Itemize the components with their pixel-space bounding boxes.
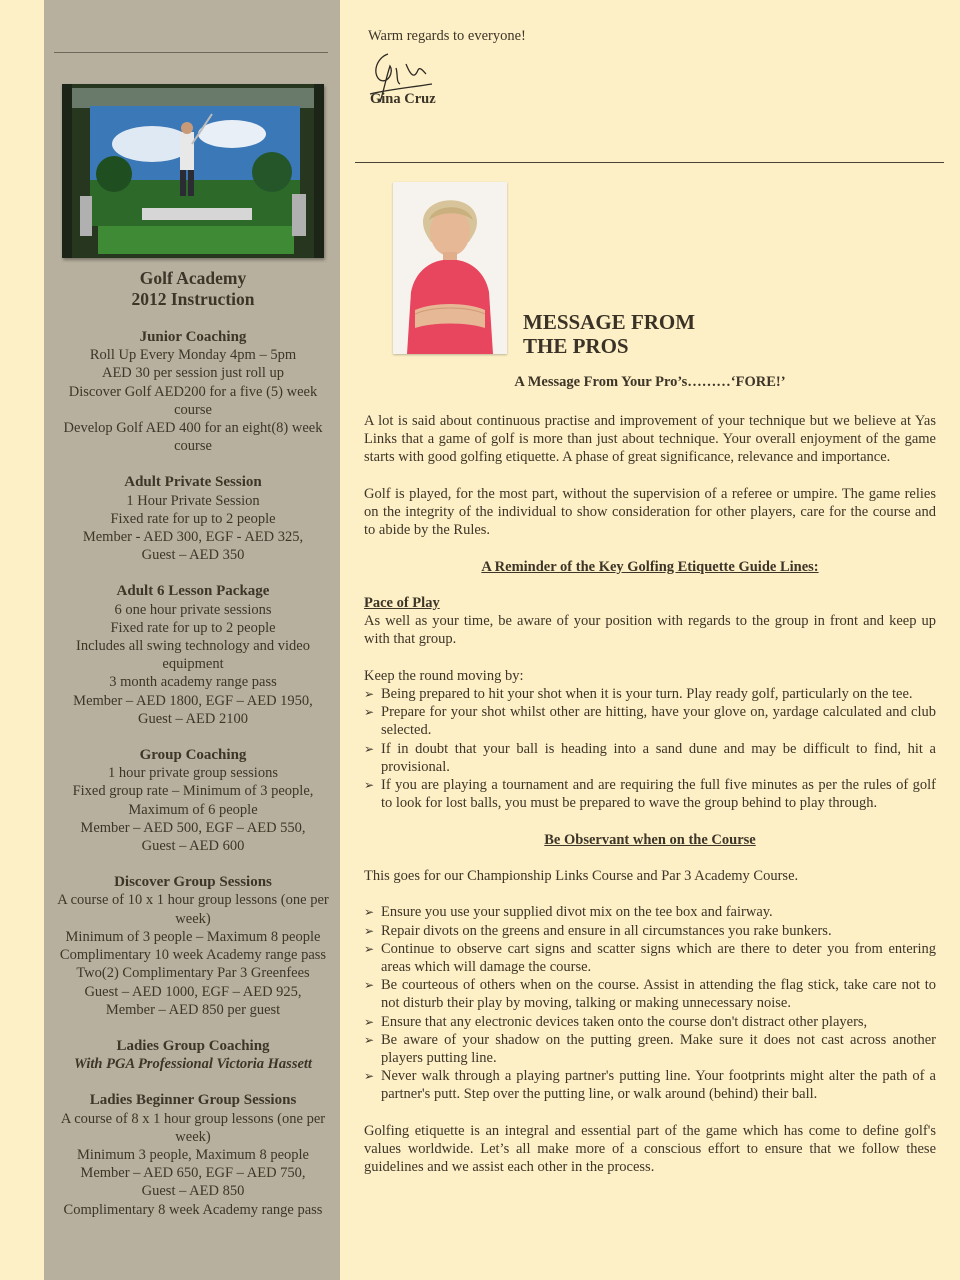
pace-of-play-heading: Pace of Play — [364, 594, 440, 611]
block-line: Member – AED 850 per guest — [105, 1001, 281, 1018]
list-item: ➢ Ensure you use your supplied divot mix on the tee box and fairway. — [364, 903, 936, 921]
message-subtitle: A Message From Your Pro’s………‘FORE!’ — [514, 374, 786, 390]
adult-private-block — [52, 473, 334, 564]
message-body — [364, 412, 936, 1176]
sidebar-title-line2: 2012 Instruction — [131, 289, 255, 309]
block-line: Member – AED 1800, EGF – AED 1950, — [73, 692, 313, 709]
block-heading: Ladies Group Coaching — [116, 1037, 270, 1054]
block-line: Fixed rate for up to 2 people — [110, 510, 276, 527]
block-line: Fixed rate for up to 2 people — [110, 619, 276, 636]
block-line: Includes all swing technology and video equipment — [76, 638, 310, 673]
block-heading: Group Coaching — [139, 747, 247, 764]
block-line: Minimum 3 people, Maximum 8 people — [77, 1146, 309, 1163]
block-line: Complimentary 10 week Academy range pass — [59, 947, 327, 964]
block-subheading: With PGA Professional Victoria Hassett — [74, 1056, 312, 1073]
group-coaching-block — [52, 746, 334, 855]
list-item: ➢ Be courteous of others when on the course. Assist in attending the flag stick, take care not to not disturb their play by moving, talking or making unnecessary noise. — [364, 976, 936, 1012]
message-title-line2: THE PROS — [523, 334, 629, 358]
block-heading: Discover Group Sessions — [114, 874, 272, 891]
message-title-line1: MESSAGE FROM — [523, 310, 696, 334]
junior-coaching-block — [52, 328, 334, 455]
academy-pricing — [52, 268, 334, 1219]
academy-sidebar — [44, 0, 340, 1280]
block-line: A course of 8 x 1 hour group lessons (one per week) — [60, 1110, 326, 1145]
block-line: Roll Up Every Monday 4pm – 5pm — [89, 347, 297, 364]
list-item: ➢ Ensure that any electronic devices taken onto the course don't distract other players, — [364, 1013, 936, 1031]
block-line: 3 month academy range pass — [109, 674, 277, 691]
observant-heading: Be Observant when on the Course — [544, 831, 756, 848]
list-item: ➢ If in doubt that your ball is heading into a sand dune and may be difficult to find, hit a provisional. — [364, 740, 936, 776]
pace-bullet-list — [364, 685, 936, 812]
block-line: Develop Golf AED 400 for an eight(8) week course — [63, 420, 323, 455]
block-heading: Adult 6 Lesson Package — [116, 583, 270, 600]
golf-pro-portrait — [393, 182, 507, 354]
closing-paragraph: Golfing etiquette is an integral and essential part of the game which has come to define golf's values worldwide. Let’s all make more of a conscious effort to ensure that we follow these guidelines and we assist each other in the process. — [364, 1122, 936, 1176]
block-line: Guest – AED 600 — [141, 838, 245, 855]
block-line: 1 hour private group sessions — [108, 765, 278, 782]
block-line: Member - AED 300, EGF - AED 325, — [82, 529, 304, 546]
block-line: 1 Hour Private Session — [126, 492, 260, 509]
reminder-heading: A Reminder of the Key Golfing Etiquette Guide Lines: — [481, 558, 819, 575]
block-line: Member – AED 500, EGF – AED 550, — [80, 819, 306, 836]
block-line: Guest – AED 1000, EGF – AED 925, — [84, 983, 302, 1000]
sidebar-title — [52, 268, 334, 310]
keep-moving-intro: Keep the round moving by: — [364, 667, 524, 684]
block-heading: Ladies Beginner Group Sessions — [89, 1092, 297, 1109]
block-line: Complimentary 8 week Academy range pass — [63, 1201, 323, 1218]
list-item: ➢ Be aware of your shadow on the putting green. Make sure it does not cast across another players putting line. — [364, 1031, 936, 1067]
list-item: ➢ If you are playing a tournament and are requiring the full five minutes as per the rules of golf to look for lost balls, you must be prepared to wave the group behind to play through. — [364, 776, 936, 812]
discover-group-block — [52, 873, 334, 1019]
intro-paragraph-2: Golf is played, for the most part, without the supervision of a referee or umpire. The game relies on the integrity of the individual to show consideration for other players, care for the course and to abide by the Rules. — [364, 485, 936, 539]
observant-bullet-list — [364, 903, 936, 1103]
adult-package-block — [52, 582, 334, 728]
signer-name: Gina Cruz — [370, 91, 436, 107]
list-item: ➢ Prepare for your shot whilst other are hitting, have your glove on, yardage calculated and club selected. — [364, 703, 936, 739]
list-item: ➢ Never walk through a playing partner's putting line. Your footprints might alter the path of a partner's putt. Step over the putting line, or walk around (behind) their ball. — [364, 1067, 936, 1103]
block-line: 6 one hour private sessions — [114, 601, 272, 618]
block-line: Guest – AED 2100 — [138, 710, 248, 727]
list-item: ➢ Being prepared to hit your shot when it is your turn. Play ready golf, particularly on the tee. — [364, 685, 936, 703]
ladies-group-block — [52, 1037, 334, 1073]
observant-text: This goes for our Championship Links Course and Par 3 Academy Course. — [364, 867, 799, 884]
block-line: Fixed group rate – Minimum of 3 people, Maximum of 6 people — [72, 783, 314, 818]
list-item: ➢ Repair divots on the greens and ensure in all circumstances you rake bunkers. — [364, 922, 936, 940]
list-item: ➢ Continue to observe cart signs and scatter signs which are there to deter you from entering areas which will damage the course. — [364, 940, 936, 976]
section-divider — [355, 162, 944, 163]
message-title — [523, 310, 695, 358]
block-line: Guest – AED 850 — [141, 1183, 245, 1200]
block-line: Discover Golf AED200 for a five (5) week course — [68, 383, 318, 418]
block-line: Two(2) Complimentary Par 3 Greenfees — [76, 965, 310, 982]
closing-regards: Warm regards to everyone! — [368, 28, 526, 44]
pace-of-play-text: As well as your time, be aware of your position with regards to the group in front and keep up with that group. — [364, 613, 936, 648]
block-line: Member – AED 650, EGF – AED 750, — [80, 1165, 306, 1182]
block-line: A course of 10 x 1 hour group lessons (one per week) — [57, 892, 329, 927]
block-line: AED 30 per session just roll up — [101, 365, 285, 382]
ladies-beginner-block — [52, 1091, 334, 1218]
sidebar-title-line1: Golf Academy — [139, 268, 247, 288]
block-line: Minimum of 3 people – Maximum 8 people — [65, 928, 321, 945]
golf-academy-photo — [62, 84, 324, 258]
block-heading: Adult Private Session — [124, 474, 262, 491]
intro-paragraph-1: A lot is said about continuous practise and improvement of your technique but we believe at Yas Links that a game of golf is more than just about technique. Your overall enjoyment of the game starts with good golfing etiquette. A phase of great significance, relevance and importance. — [364, 413, 936, 466]
sidebar-divider — [54, 52, 328, 53]
block-heading: Junior Coaching — [139, 329, 247, 345]
block-line: Guest – AED 350 — [141, 547, 245, 564]
